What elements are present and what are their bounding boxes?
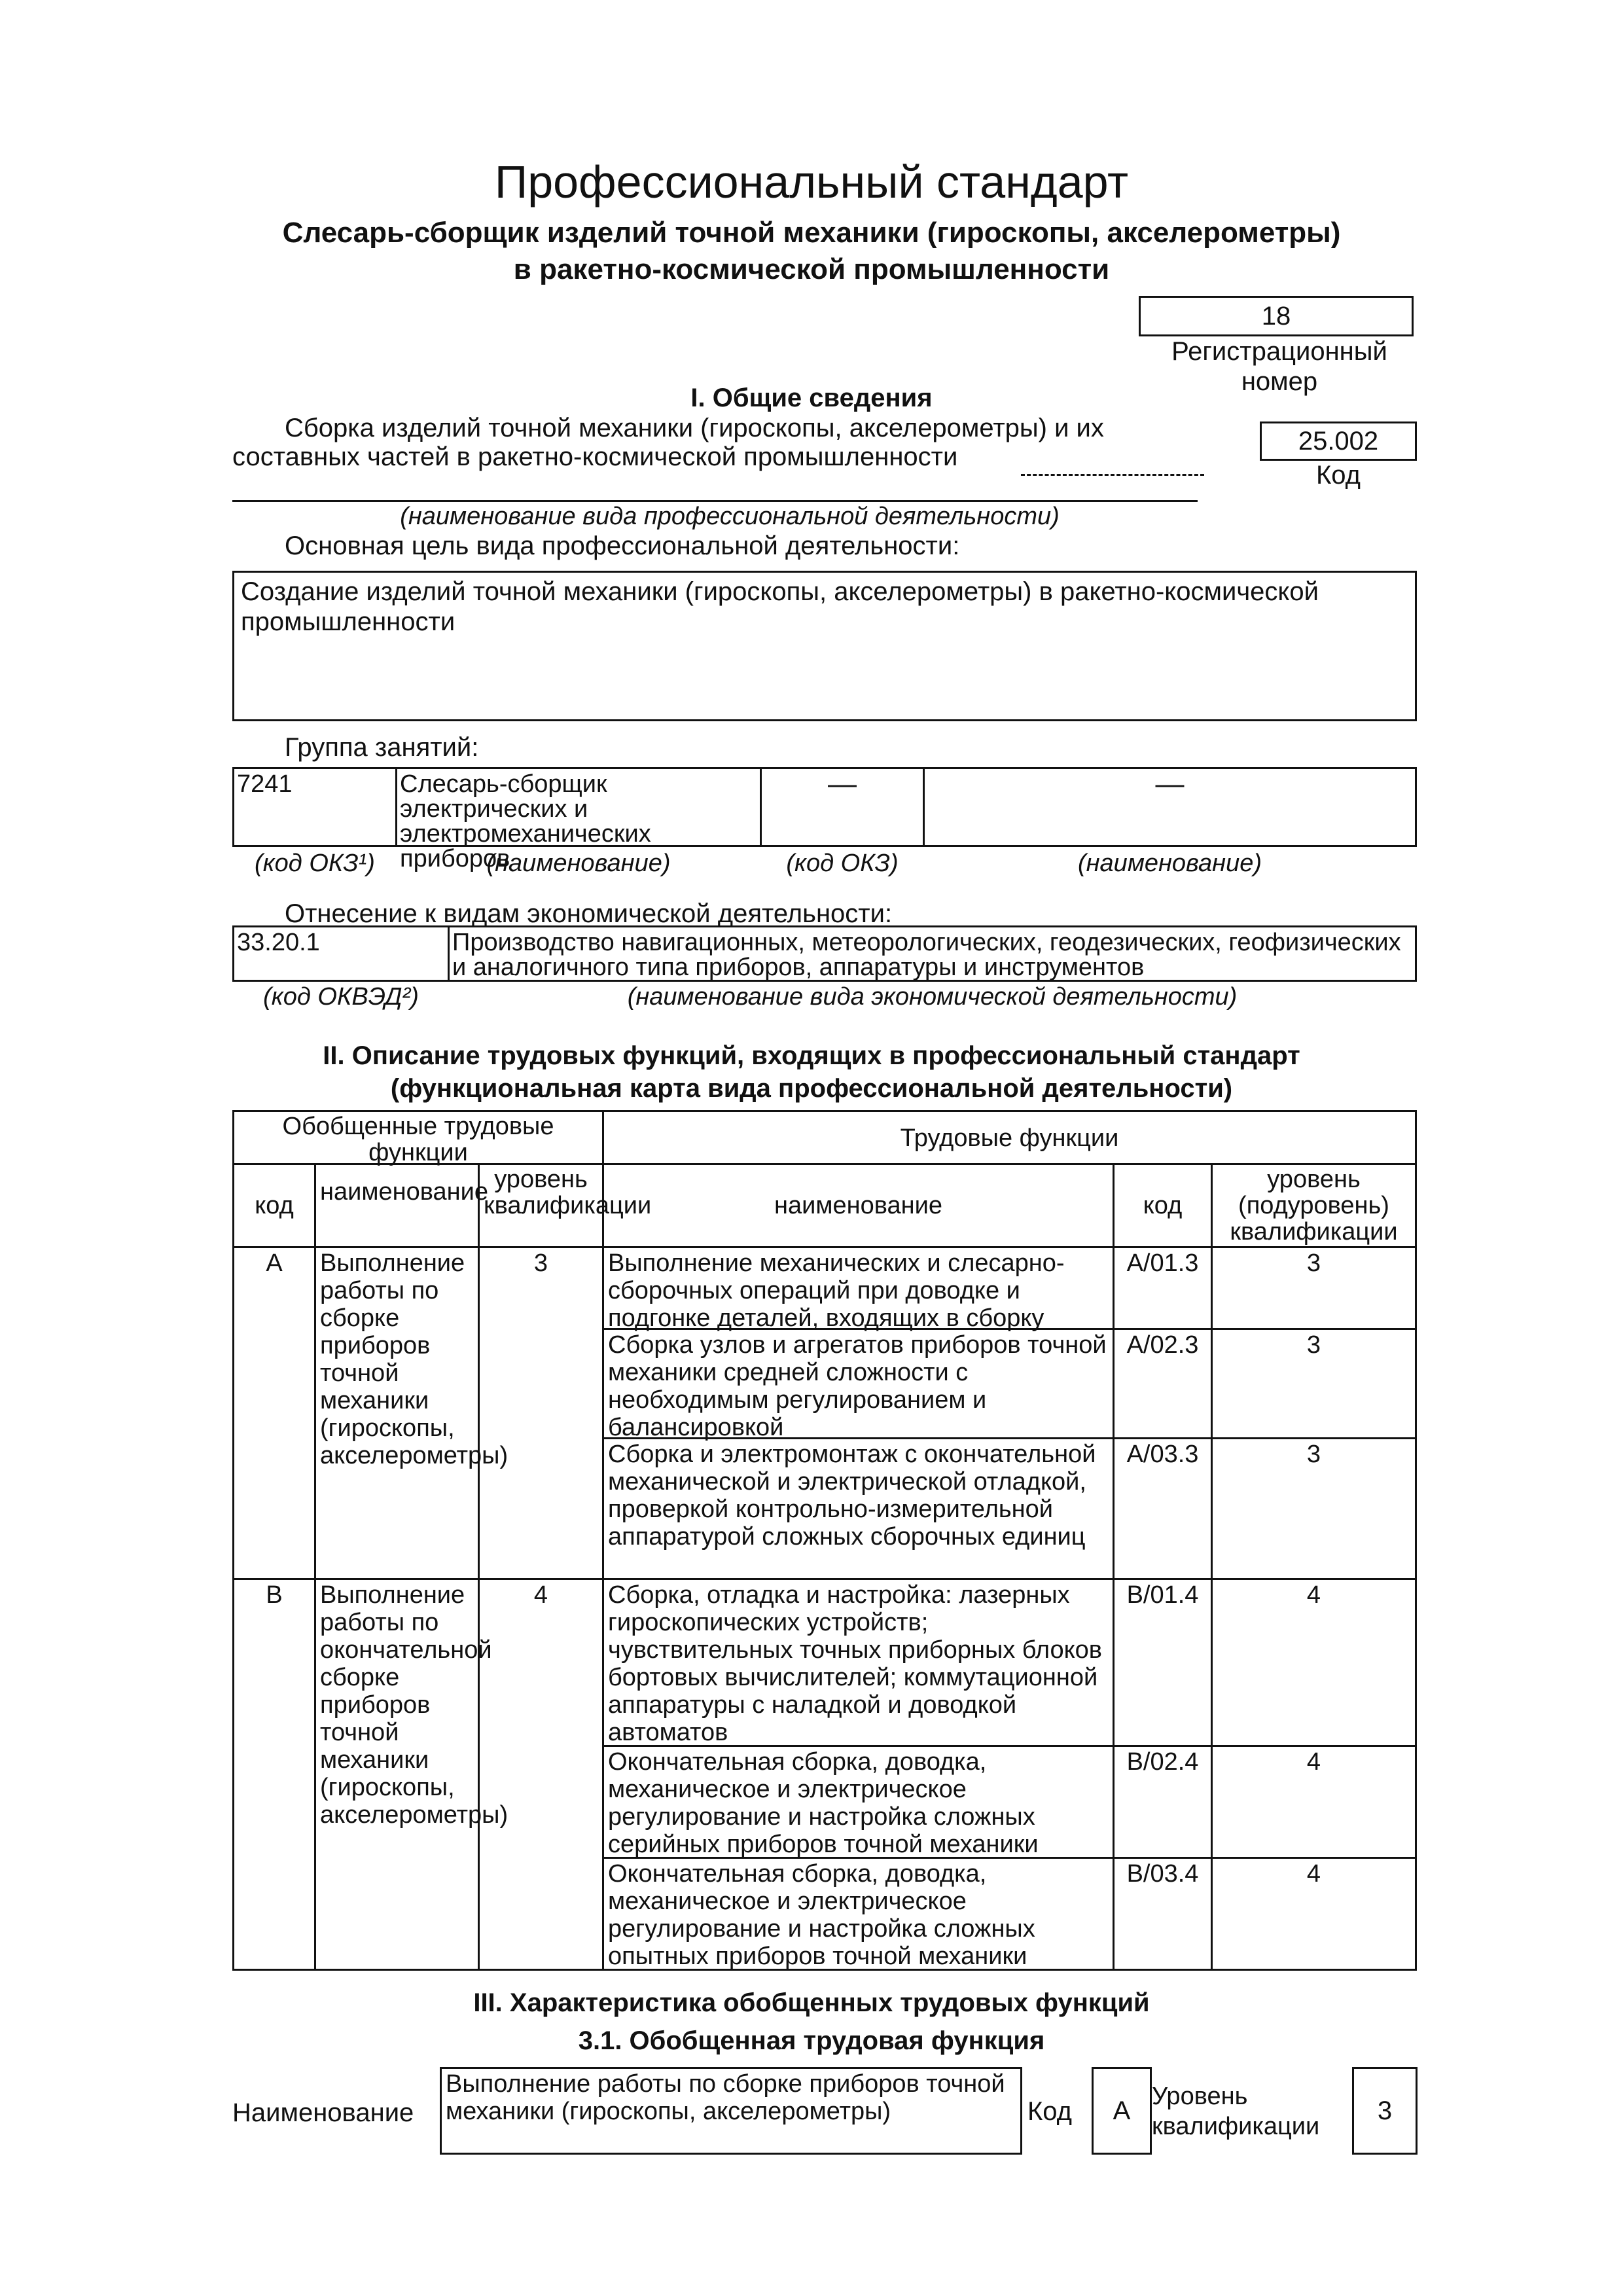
reg-caption-line-2: номер — [1241, 367, 1318, 396]
okved-name-caption: (наименование вида экономической деятельности) — [627, 983, 1238, 1011]
gf-code-label: Код — [1027, 2097, 1073, 2126]
okz-code-caption: (код ОКЗ¹) — [255, 850, 375, 877]
gtf-b-code: B — [232, 1578, 316, 1971]
page-title: Профессиональный стандарт — [494, 156, 1129, 207]
tf-a02-level: 3 — [1211, 1328, 1417, 1439]
section-2-heading — [0, 1039, 1623, 1105]
tf-a02-name: Сборка узлов и агрегатов приборов точной механики средней сложности с необходимым регулированием и балансировкой — [602, 1328, 1115, 1439]
tf-a03-code: A/03.3 — [1113, 1437, 1213, 1580]
gtf-b-level: 4 — [478, 1578, 604, 1971]
okz-name-2-cell: — — [923, 767, 1417, 847]
purpose-label: Основная цель вида профессиональной деятельности: — [285, 531, 960, 560]
okved-label: Отнесение к видам экономической деятельности: — [285, 899, 893, 928]
tf-b01-level: 4 — [1211, 1578, 1417, 1747]
th-tf-code: код — [1113, 1163, 1213, 1248]
okz-name-caption: (наименование) — [486, 850, 671, 877]
purpose-box: Создание изделий точной механики (гироскопы, акселерометры) в ракетно-космической промышленности — [232, 571, 1417, 721]
activity-underline — [232, 500, 1198, 502]
gf-name-value: Выполнение работы по сборке приборов точной механики (гироскопы, акселерометры) — [440, 2067, 1022, 2155]
subtitle-line-2: в ракетно-космической промышленности — [513, 253, 1110, 285]
tf-b01-name: Сборка, отладка и настройка: лазерных гироскопических устройств; чувствительных точных приборных блоков бортовых вычислителей; коммутационной аппаратуры с наладкой и доводкой автоматов — [602, 1578, 1115, 1747]
okz-name-2-caption: (наименование) — [1077, 850, 1262, 877]
gf-code-value: A — [1092, 2067, 1152, 2155]
gtf-a-code: A — [232, 1246, 316, 1580]
okved-code-cell: 33.20.1 — [232, 925, 450, 982]
okz-code-cell: 7241 — [232, 767, 397, 847]
gtf-a-level: 3 — [478, 1246, 604, 1580]
gf-level-label: Уровень квалификации — [1152, 2083, 1320, 2140]
tf-b02-code: B/02.4 — [1113, 1745, 1213, 1859]
tf-a01-code: A/01.3 — [1113, 1246, 1213, 1330]
reg-caption-line-1: Регистрационный — [1171, 337, 1387, 366]
activity-name: Сборка изделий точной механики (гироскопы, акселерометры) и их составных частей в ракетно-космической промышленности — [232, 414, 1104, 471]
okz-code-2-caption: (код ОКЗ) — [786, 850, 899, 877]
okved-name-cell: Производство навигационных, метеорологических, геодезических, геофизических и аналогичного типа приборов, аппаратуры и инструментов — [448, 925, 1417, 982]
section-2-heading-line-1: II. Описание трудовых функций, входящих в профессиональный стандарт — [323, 1041, 1300, 1070]
tf-b01-code: B/01.4 — [1113, 1578, 1213, 1747]
group-label: Группа занятий: — [285, 733, 479, 762]
tf-a02-code: A/02.3 — [1113, 1328, 1213, 1439]
tf-a03-level: 3 — [1211, 1437, 1417, 1580]
registration-number-box: 18 — [1139, 296, 1414, 336]
th-tf-name: наименование — [602, 1163, 1115, 1248]
standard-subtitle — [196, 215, 1427, 288]
section-3-1-heading: 3.1. Обобщенная трудовая функция — [578, 2026, 1045, 2055]
section-3-heading: III. Характеристика обобщенных трудовых функций — [473, 1988, 1150, 2017]
gf-name-label: Наименование — [232, 2098, 414, 2127]
section-2-heading-line-2: (функциональная карта вида профессиональной деятельности) — [390, 1074, 1233, 1103]
gtf-a-name: Выполнение работы по сборке приборов точной механики (гироскопы, акселерометры) — [314, 1246, 480, 1580]
tf-a01-name: Выполнение механических и слесарно-сборочных операций при доводке и подгонке деталей, входящих в сборку — [602, 1246, 1115, 1330]
tf-b03-level: 4 — [1211, 1857, 1417, 1971]
tf-b02-level: 4 — [1211, 1745, 1417, 1859]
okz-code-2-cell: — — [760, 767, 925, 847]
section-1-heading: I. Общие сведения — [690, 384, 933, 412]
gf-level-value: 3 — [1352, 2067, 1418, 2155]
tf-b02-name: Окончательная сборка, доводка, механическое и электрическое регулирование и настройка сложных серийных приборов точной механики — [602, 1745, 1115, 1859]
th-tf: Трудовые функции — [602, 1110, 1417, 1165]
th-gtf: Обобщенные трудовые функции — [232, 1110, 604, 1165]
th-tf-level: уровень (подуровень) квалификации — [1211, 1163, 1417, 1248]
tf-a01-level: 3 — [1211, 1246, 1417, 1330]
activity-code-caption: Код — [1315, 461, 1361, 490]
th-gtf-code: код — [232, 1163, 316, 1248]
tf-b03-name: Окончательная сборка, доводка, механическое и электрическое регулирование и настройка сложных опытных приборов точной механики — [602, 1857, 1115, 1971]
okved-code-caption: (код ОКВЭД²) — [263, 983, 419, 1011]
activity-code-box: 25.002 — [1260, 422, 1417, 461]
th-gtf-name: наименование — [314, 1163, 480, 1248]
subtitle-line-1: Слесарь-сборщик изделий точной механики (гироскопы, акселерометры) — [282, 217, 1341, 249]
tf-a03-name: Сборка и электромонтаж с окончательной механической и электрической отладкой, проверкой контрольно-измерительной аппаратурой сложных сборочных единиц — [602, 1437, 1115, 1580]
okz-name-cell: Слесарь-сборщик электрических и электромеханических приборов — [395, 767, 762, 847]
tf-b03-code: B/03.4 — [1113, 1857, 1213, 1971]
activity-name-caption: (наименование вида профессиональной деятельности) — [400, 503, 1060, 530]
th-gtf-level: уровень квалификации — [478, 1163, 604, 1248]
gtf-b-name: Выполнение работы по окончательной сборке приборов точной механики (гироскопы, акселерометры) — [314, 1578, 480, 1971]
activity-dotted-line — [1021, 474, 1204, 476]
